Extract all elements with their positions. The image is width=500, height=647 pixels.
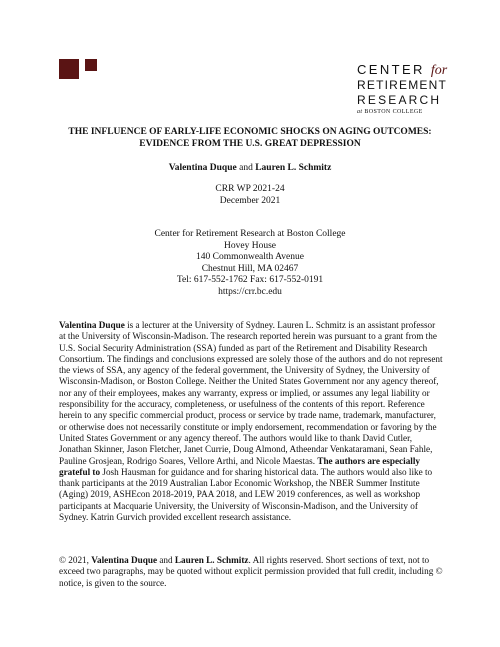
address-line-1: Center for Retirement Research at Boston College (154, 229, 346, 239)
logo-line-research: RESEARCH (357, 93, 442, 107)
address-line-4: Chestnut Hill, MA 02467 (201, 263, 299, 274)
author-line: Valentina Duque and Lauren L. Schmitz (168, 163, 332, 173)
logo-line-boston-college: at BOSTON COLLEGE (357, 109, 423, 115)
disclosure-author-1: Valentina Duque (59, 320, 125, 330)
address-line-5: Tel: 617-552-1762 Fax: 617-552-0191 (176, 275, 324, 285)
logo-square-large (59, 59, 79, 79)
address-line-2: Hovey House (224, 240, 276, 251)
logo-for: for (430, 63, 448, 78)
copyright-author-2: Lauren L. Schmitz (174, 555, 249, 565)
author-1: Valentina Duque (168, 163, 237, 173)
address-block (40, 229, 460, 298)
address-line-3: 140 Commonwealth Avenue (195, 252, 304, 262)
logo-line-retirement: RETIREMENT (357, 78, 447, 92)
copyright-author-1: Valentina Duque (91, 555, 158, 565)
disclosure-bold-thanks: The authors are especially grateful to (59, 455, 420, 477)
logo-square-small (85, 59, 97, 71)
copyright-paragraph: © 2021, Valentina Duque and Lauren L. Schmitz. All rights reserved. Short sections of text, not to exceed two paragraphs, may be quoted without explicit permission provided that full credit, including © notice, is given to the source. (59, 555, 443, 588)
crr-logo (357, 63, 449, 116)
title-line-2: EVIDENCE FROM THE U.S. GREAT DEPRESSION (139, 139, 361, 149)
author-2: Lauren L. Schmitz (255, 163, 332, 173)
title-line-1: THE INFLUENCE OF EARLY-LIFE ECONOMIC SHOCKS ON AGING OUTCOMES: (68, 127, 432, 137)
website-link[interactable]: https://crr.bc.edu (218, 286, 282, 297)
disclosure-paragraph: Valentina Duque is a lecturer at the University of Sydney. Lauren L. Schmitz is an assistant professor at the University of Wisconsin-Madison. The research reported herein was pursuant to a grant from the U.S. Social Security Administration (SSA) funded as part of the Retirement and Disability Research Consortium. The findings and conclusions expressed are solely those of the authors and do not represent the views of SSA, any agency of the federal government, the University of Sydney, the University of Wisconsin-Madison, or Boston College. Neither the United States Government nor any agency thereof, nor any of their employees, makes any warranty, express or implied, or assumes any legal liability or responsibility for the accuracy, completeness, or usefulness of the contents of this report. Reference herein to any specific commercial product, process or service by trade name, trademark, manufacturer, or otherwise does not necessarily constitute or imply endorsement, recommendation or favoring by the United States Government or any agency thereof. The authors would like to thank David Cutler, Jonathan Skinner, Jason Fletcher, Janet Currie, Doug Almond, Atheendar Venkataramani, Sean Fahle, Pauline Grosjean, Rodrigo Soares, Vellore Arthi, and Nicole Maestas. The authors are especially grateful to Josh Hausman for guidance and for sharing historical data. The authors would also like to thank participants at the 2019 Australian Labor Economic Workshop, the NBER Summer Institute (Aging) 2019, ASHEcon 2018-2019, PAA 2018, and LEW 2019 conferences, as well as workshop participants at Macquarie University, the University of Wisconsin-Madison, and the University of Sydney. Katrin Gurvich provided excellent research assistance. (59, 320, 443, 523)
paper-title (40, 126, 460, 150)
working-paper-date: December 2021 (219, 195, 281, 206)
working-paper-number: CRR WP 2021-24 (215, 184, 285, 194)
logo-line-center: CENTER for (357, 62, 448, 78)
working-paper-info (40, 184, 460, 207)
